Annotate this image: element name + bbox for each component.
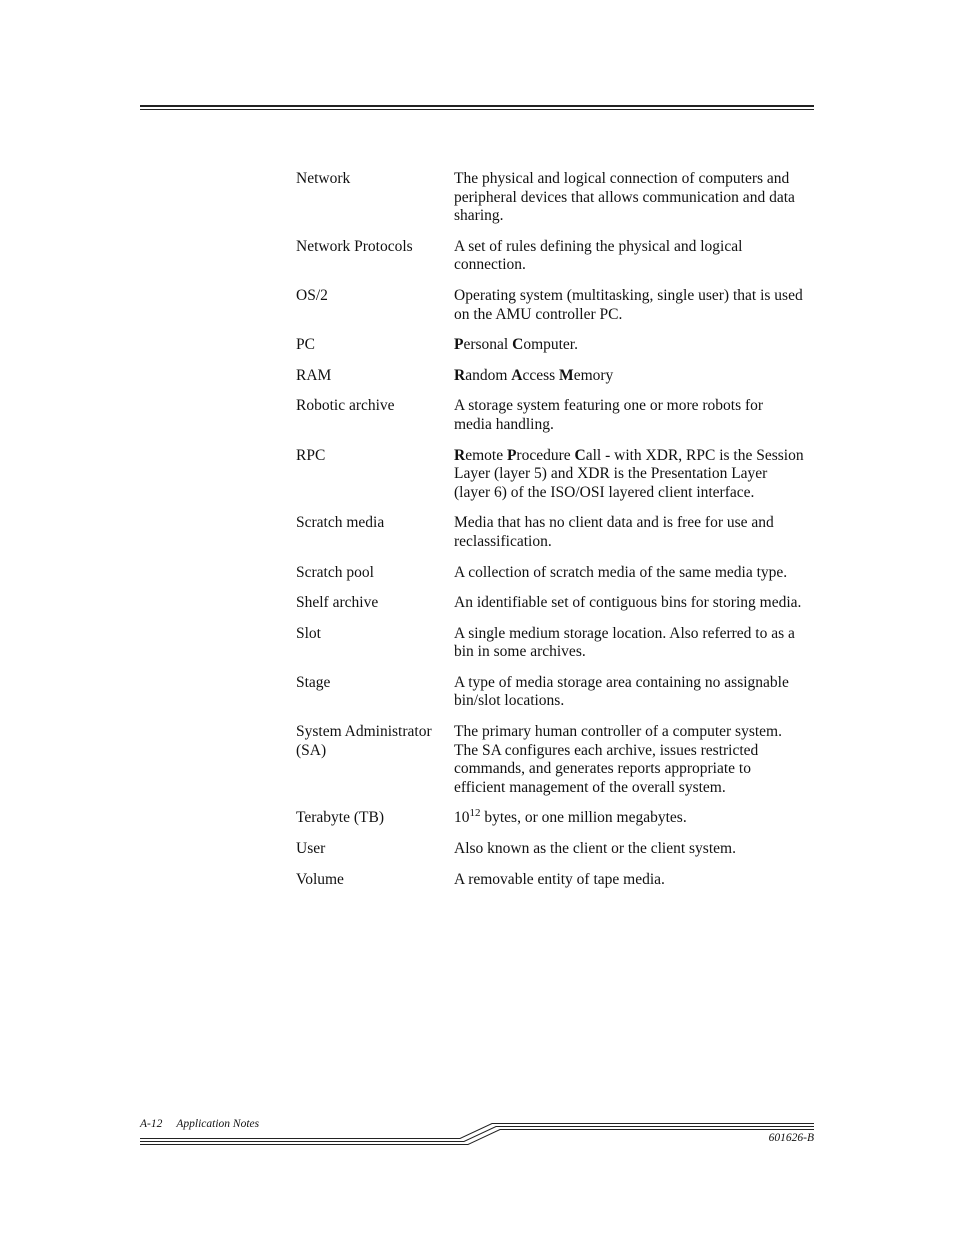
document-number: 601626-B bbox=[768, 1132, 814, 1144]
definition-text: ersonal bbox=[463, 336, 513, 354]
page-number: A-12 bbox=[140, 1118, 163, 1130]
acronym-letter: R bbox=[454, 366, 466, 384]
glossary-list bbox=[296, 170, 816, 901]
definition-text: rocedure bbox=[516, 446, 575, 464]
glossary-entry bbox=[296, 625, 816, 662]
exponent: 12 bbox=[469, 807, 481, 820]
glossary-term: OS/2 bbox=[296, 286, 328, 304]
glossary-entry bbox=[296, 397, 816, 434]
acronym-letter: A bbox=[511, 366, 523, 384]
header-rule bbox=[140, 105, 814, 110]
glossary-term: Stage bbox=[296, 673, 331, 691]
glossary-definition: The physical and logical connection of computers and peripheral devices that allows communication and data sharing. bbox=[454, 170, 795, 225]
glossary-entry bbox=[296, 287, 816, 324]
footer-left bbox=[140, 1118, 259, 1130]
glossary-entry bbox=[296, 564, 816, 583]
glossary-definition: Media that has no client data and is free for use and reclassification. bbox=[454, 514, 774, 550]
glossary-term: Terabyte (TB) bbox=[296, 809, 384, 827]
acronym-letter: M bbox=[559, 366, 574, 384]
glossary-term: RAM bbox=[296, 366, 332, 384]
glossary-definition: A storage system featuring one or more robots for media handling. bbox=[454, 397, 764, 433]
glossary-entry bbox=[296, 238, 816, 275]
acronym-letter: P bbox=[454, 336, 464, 354]
definition-text: emote bbox=[465, 446, 507, 464]
glossary-entry bbox=[296, 809, 816, 828]
glossary-definition: A single medium storage location. Also referred to as a bin in some archives. bbox=[454, 624, 795, 661]
glossary-definition bbox=[454, 447, 804, 503]
glossary-term: Robotic archive bbox=[296, 397, 395, 415]
glossary-entry bbox=[296, 871, 816, 890]
acronym-letter: R bbox=[454, 446, 466, 464]
glossary-entry bbox=[296, 336, 816, 355]
glossary-definition: A collection of scratch media of the same media type. bbox=[454, 563, 788, 581]
glossary-entry bbox=[296, 840, 816, 859]
glossary-term: Network bbox=[296, 170, 351, 187]
glossary-definition bbox=[454, 809, 804, 828]
glossary-term: Scratch pool bbox=[296, 563, 374, 581]
glossary-term: Volume bbox=[296, 870, 344, 888]
glossary-definition: A removable entity of tape media. bbox=[454, 870, 665, 888]
glossary-definition: The primary human controller of a computer system. The SA configures each archive, issues restricted commands, and generates reports appropriate to efficient management of the overall system. bbox=[454, 723, 782, 796]
glossary-term: Slot bbox=[296, 624, 321, 642]
acronym-letter: P bbox=[506, 446, 517, 464]
glossary-term: User bbox=[296, 840, 326, 858]
definition-text: omputer. bbox=[523, 336, 578, 354]
definition-text: ccess bbox=[522, 366, 560, 384]
glossary-definition: A set of rules defining the physical and logical connection. bbox=[454, 237, 743, 274]
glossary-term: RPC bbox=[296, 446, 326, 464]
glossary-definition: A type of media storage area containing no assignable bin/slot locations. bbox=[454, 673, 789, 710]
definition-text: 10 bbox=[454, 809, 470, 827]
glossary-entry bbox=[296, 447, 816, 503]
glossary-entry bbox=[296, 594, 816, 613]
glossary-term: Scratch media bbox=[296, 514, 385, 532]
definition-text: emory bbox=[573, 366, 614, 384]
glossary-definition bbox=[454, 367, 804, 386]
definition-text: all - with XDR, RPC is the Session Layer (layer 5) and XDR is the Presentation Layer (layer 6) of the ISO/OSI layered client interface. bbox=[454, 446, 804, 501]
glossary-definition: An identifiable set of contiguous bins for storing media. bbox=[454, 594, 802, 612]
glossary-entry bbox=[296, 723, 816, 797]
definition-text: andom bbox=[465, 366, 512, 384]
glossary-entry bbox=[296, 514, 816, 551]
glossary-entry bbox=[296, 170, 816, 226]
glossary-entry bbox=[296, 674, 816, 711]
glossary-term: Shelf archive bbox=[296, 594, 379, 612]
glossary-definition: Also known as the client or the client system. bbox=[454, 840, 736, 858]
glossary-definition: Operating system (multitasking, single user) that is used on the AMU controller PC. bbox=[454, 286, 803, 323]
glossary-term: PC bbox=[296, 336, 315, 354]
page-footer bbox=[140, 1118, 814, 1158]
acronym-letter: C bbox=[574, 446, 586, 464]
chapter-title: Application Notes bbox=[176, 1118, 260, 1130]
glossary-entry bbox=[296, 367, 816, 386]
acronym-letter: C bbox=[512, 336, 524, 354]
glossary-definition bbox=[454, 336, 804, 355]
glossary-term: Network Protocols bbox=[296, 237, 413, 255]
definition-text: bytes, or one million megabytes. bbox=[480, 809, 687, 827]
glossary-term: System Administrator (SA) bbox=[296, 723, 432, 759]
